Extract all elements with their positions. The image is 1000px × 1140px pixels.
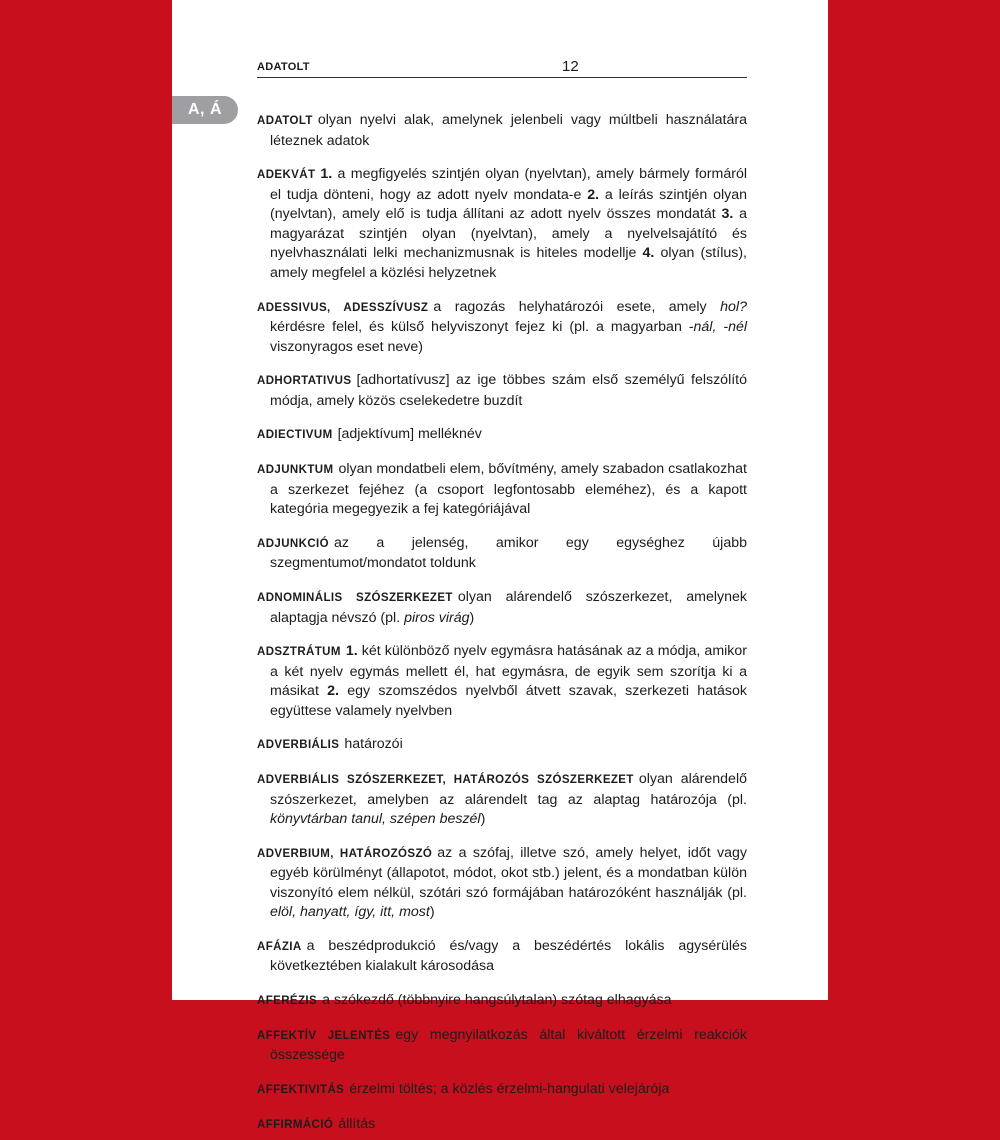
dictionary-entry bbox=[257, 844, 747, 923]
entry-definition: olyan nyelvi alak, amelynek jelenbeli vagy múltbeli használatára léteznek adatok bbox=[270, 112, 747, 149]
sense-number: 3. bbox=[721, 206, 734, 223]
entry-definition: olyan alárendelő szószerkezet, amelynek alaptagja névszó (pl. bbox=[270, 589, 747, 626]
sense-text: egy szomszédos nyelvből átvett szavak, szerkezeti hatások együttese valamely nyelvben bbox=[270, 683, 747, 719]
entry-definition: határozói bbox=[344, 736, 403, 753]
dictionary-entry bbox=[257, 1115, 747, 1136]
example-text: könyvtárban tanul, szépen beszél bbox=[270, 811, 481, 828]
entry-definition: a ragozás helyhatározói esete, amely bbox=[433, 298, 721, 315]
dictionary-entry bbox=[257, 460, 747, 520]
sense-number: 2. bbox=[327, 683, 339, 700]
entry-definition: [adjektívum] melléknév bbox=[337, 426, 482, 443]
entry-headword: ADATOLT bbox=[257, 115, 313, 128]
sense-text: két különböző nyelv egymásra hatásának az a módja, amikor a két nyelv egymás mellett él, hat egymásra, de egyik sem szorítja ki a másikat bbox=[270, 643, 747, 700]
sense-number: 4. bbox=[642, 245, 655, 262]
running-headword: ADATOLT bbox=[257, 61, 310, 73]
entry-headword: AFFIRMÁCIÓ bbox=[257, 1118, 334, 1131]
dictionary-entry bbox=[257, 534, 747, 574]
entry-definition: az a szófaj, illetve szó, amely helyet, időt vagy egyéb körülményt (állapotot, módot, okot stb.) jelent, és a mondatban külön viszonyító elem nélkül, szótári szó formájában határozóként használják (pl. bbox=[270, 844, 747, 901]
entry-definition: ) bbox=[429, 904, 435, 921]
entry-headword: ADHORTATIVUS bbox=[257, 375, 352, 388]
entry-headword: ADSZTRÁTUM bbox=[257, 646, 341, 659]
dictionary-entry bbox=[257, 588, 747, 628]
thumb-index-label: A, Á bbox=[188, 101, 222, 118]
entry-headword: ADNOMINÁLIS SZÓSZERKEZET bbox=[257, 592, 453, 604]
dictionary-entry bbox=[257, 937, 747, 977]
example-text: piros virág bbox=[404, 609, 470, 626]
dictionary-entry bbox=[257, 298, 747, 358]
sense-text: olyan (stílus), amely megfelel a közlési helyzetnek bbox=[270, 245, 747, 281]
entry-headword: AFERÉZIS bbox=[257, 995, 318, 1008]
sense-number: 1. bbox=[345, 643, 358, 660]
sense-number: 2. bbox=[587, 186, 600, 203]
entry-definition: egy megnyilatkozás által kiváltott érzelmi reakciók összessége bbox=[270, 1026, 747, 1064]
sense-text: a leírás szintjén olyan (nyelvtan), amely elő is tudja állítani az adott nyelv összes mondatát bbox=[270, 186, 747, 223]
dictionary-entry bbox=[257, 1026, 747, 1066]
entry-headword: ADVERBIÁLIS bbox=[257, 739, 340, 752]
dictionary-entry bbox=[257, 371, 747, 411]
dictionary-entry bbox=[257, 642, 747, 721]
entry-definition: állítás bbox=[338, 1115, 376, 1132]
entry-headword: ADVERBIÁLIS SZÓSZERKEZET, HATÁROZÓS SZÓSZERKEZET bbox=[257, 774, 634, 787]
entry-definition: kérdésre felel, és külső helyviszonyt fejez ki (pl. a magyarban bbox=[270, 319, 689, 336]
entry-headword: AFFEKTIVITÁS bbox=[257, 1084, 345, 1096]
running-head bbox=[257, 58, 747, 78]
dictionary-entry bbox=[257, 111, 747, 151]
entry-definition: olyan mondatbeli elem, bővítmény, amely szabadon csatlakozhat a szerkezet fejéhez (a csoport legfontosabb eleméhez), és a kapott kategória megegyezik a fej kategóriájával bbox=[270, 461, 747, 518]
page-number: 12 bbox=[562, 58, 579, 75]
dictionary-entry bbox=[257, 425, 747, 446]
entry-definition: ) bbox=[480, 811, 486, 828]
entry-list bbox=[257, 97, 747, 1140]
entry-definition: a szókezdő (többnyire hangsúlytalan) szótag elhagyása bbox=[322, 992, 672, 1009]
entry-headword: ADJUNKCIÓ bbox=[257, 537, 329, 550]
entry-definition: ) bbox=[469, 609, 475, 626]
entry-definition: viszonyragos eset neve) bbox=[270, 338, 423, 355]
dictionary-entry bbox=[257, 991, 747, 1012]
entry-headword: AFFEKTÍV JELENTÉS bbox=[257, 1029, 391, 1042]
thumb-index-tab bbox=[172, 96, 238, 124]
dictionary-entry bbox=[257, 735, 747, 756]
entry-headword: ADEKVÁT bbox=[257, 169, 316, 182]
entry-definition: olyan alárendelő szószerkezet, amelyben az alárendelt tag az alaptag határozója (pl. bbox=[270, 771, 747, 808]
dictionary-entry bbox=[257, 1080, 747, 1101]
entry-headword: AFÁZIA bbox=[257, 940, 302, 953]
header-rule bbox=[257, 77, 747, 78]
entry-headword: ADVERBIUM, HATÁROZÓSZÓ bbox=[257, 847, 433, 860]
entry-definition: [adhortatívusz] az ige többes szám első személyű felszólító módja, amely közös cselekedetre buzdít bbox=[270, 372, 747, 409]
dictionary-page bbox=[172, 0, 828, 1132]
sense-text: a megfigyelés szintjén olyan (nyelvtan), amely bármely formáról el tudja dönteni, hogy az adott nyelv mondata-e bbox=[270, 166, 747, 203]
example-text: elöl, hanyatt, így, itt, most bbox=[270, 904, 430, 921]
entry-definition: érzelmi töltés; a közlés érzelmi-hangulati velejárója bbox=[349, 1081, 670, 1097]
entry-headword: ADIECTIVUM bbox=[257, 429, 333, 442]
dictionary-entry bbox=[257, 770, 747, 830]
entry-definition: a beszédprodukció és/vagy a beszédértés lokális agysérülés következtében kialakult károsodása bbox=[270, 937, 747, 975]
sense-number: 1. bbox=[320, 166, 333, 183]
sense-text: a magyarázat szintjén olyan (nyelvtan), amely a nyelvelsajátító és nyelvhasználati lelki mechanizmusnak is hiteles modellje bbox=[270, 206, 747, 262]
entry-definition: az a jelenség, amikor egy egységhez újabb szegmentumot/mondatot toldunk bbox=[270, 534, 747, 572]
dictionary-entry bbox=[257, 165, 747, 283]
entry-headword: ADJUNKTUM bbox=[257, 464, 334, 477]
entry-headword: ADESSIVUS, ADESSZÍVUSZ bbox=[257, 301, 429, 314]
example-text: hol? bbox=[720, 298, 747, 315]
example-text: -nál, -nél bbox=[688, 319, 747, 336]
